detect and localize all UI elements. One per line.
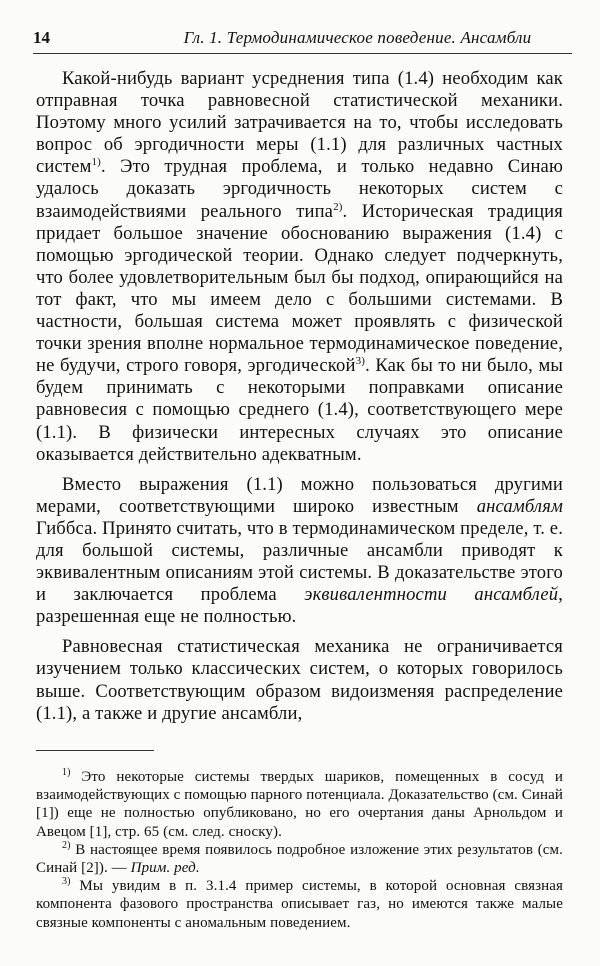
footnote-text: Мы увидим в п. 3.1.4 пример системы, в которой основная связная компонента фазового пространства описывает газ, но имеются также малые связные компоненты с аномальным поведением. — [36, 878, 563, 931]
footnote-marker: 1) — [62, 767, 71, 778]
running-head — [33, 28, 572, 48]
footnote-text: В настоящее время появилось подробное изложение этих результатов (см. Синай [2]). — — [36, 841, 563, 877]
footnote-marker: 2) — [62, 839, 71, 851]
paragraph-quantum — [36, 636, 563, 724]
footnote-2 — [36, 841, 563, 877]
footnote-marker: 3) — [62, 876, 71, 888]
header-rule — [33, 53, 572, 54]
footnote-ref-1: 1) — [91, 156, 101, 169]
footnote-1 — [36, 768, 563, 841]
text-span: Гиббса. Принято считать, что в термодинамическом пределе, т. е. для большой системы, различные ансамбли приводят к эквивалентным описаниям этой системы. В доказательстве этого и заключается проблема — [36, 517, 563, 606]
text-span: Какой-нибудь вариант усреднения типа (1.4) необходим как отправная точка равновесной статистической механики. Поэтому много усилий затрачивается на то, чтобы исследовать вопрос об эргодичности меры (1.1) для различных частных систем — [36, 68, 563, 178]
main-text — [36, 68, 563, 733]
text-span: . Это трудная проблема, и только недавно Синаю удалось доказать эргодичность некоторых систем с взаимодействиями реального типа — [36, 156, 563, 222]
text-span: . Историческая традиция придает большое значение обоснованию выражения (1.4) с помощью эргодической теории. Однако следует подчеркнуть, что более удовлетворительным был бы подход, опирающийся на тот факт, что мы имеем дело с большими системами. В частности, большая система может проявлять с физической точки зрения вполне нормальное термодинамическое поведение, не будучи, строго говоря, эргодической — [36, 200, 563, 377]
text-span: . Как бы то ни было, мы будем принимать с некоторыми поправками описание равновесия с помощью среднего (1.4), соответствующего мере (1.1). В физически интересных случаях это описание оказывается действительно адекватным. — [36, 355, 563, 465]
editor-note: Прим. ред. — [130, 860, 200, 877]
term-equivalence: эквивалентности ансамблей — [304, 584, 559, 606]
footnote-ref-2: 2) — [333, 200, 343, 213]
text-span: Равновесная статистическая механика не ограничивается изучением только классических систем, о которых говорилось выше. Соответствующим образом видоизменяя распределение (1.1), а также и другие ансамбли, — [36, 636, 563, 724]
footnote-rule — [36, 750, 154, 751]
term-ensembles: ансамблям — [476, 495, 563, 517]
footnote-ref-3: 3) — [355, 355, 366, 368]
paragraph-ensembles — [36, 474, 563, 629]
footnote-text: Это некоторые системы твердых шариков, помещенных в сосуд и взаимодействующих с помощью парного потенциала. Доказательство (см. Синай [1]) еще не полностью опубликовано, но его очертания даны Арнольдом и Авецом [1], стр. 65 (см. след. сноску). — [36, 769, 563, 840]
text-span: Вместо выражения (1.1) можно пользоваться другими мерами, соответствующими широко известным — [36, 473, 563, 517]
chapter-title: Гл. 1. Термодинамическое поведение. Ансамбли — [183, 28, 532, 47]
paragraph-ergodicity — [36, 68, 563, 466]
page-number: 14 — [33, 28, 50, 47]
footnotes — [36, 768, 563, 932]
footnote-3 — [36, 877, 563, 932]
text-span: , разрешенная еще не полностью. — [36, 584, 563, 628]
